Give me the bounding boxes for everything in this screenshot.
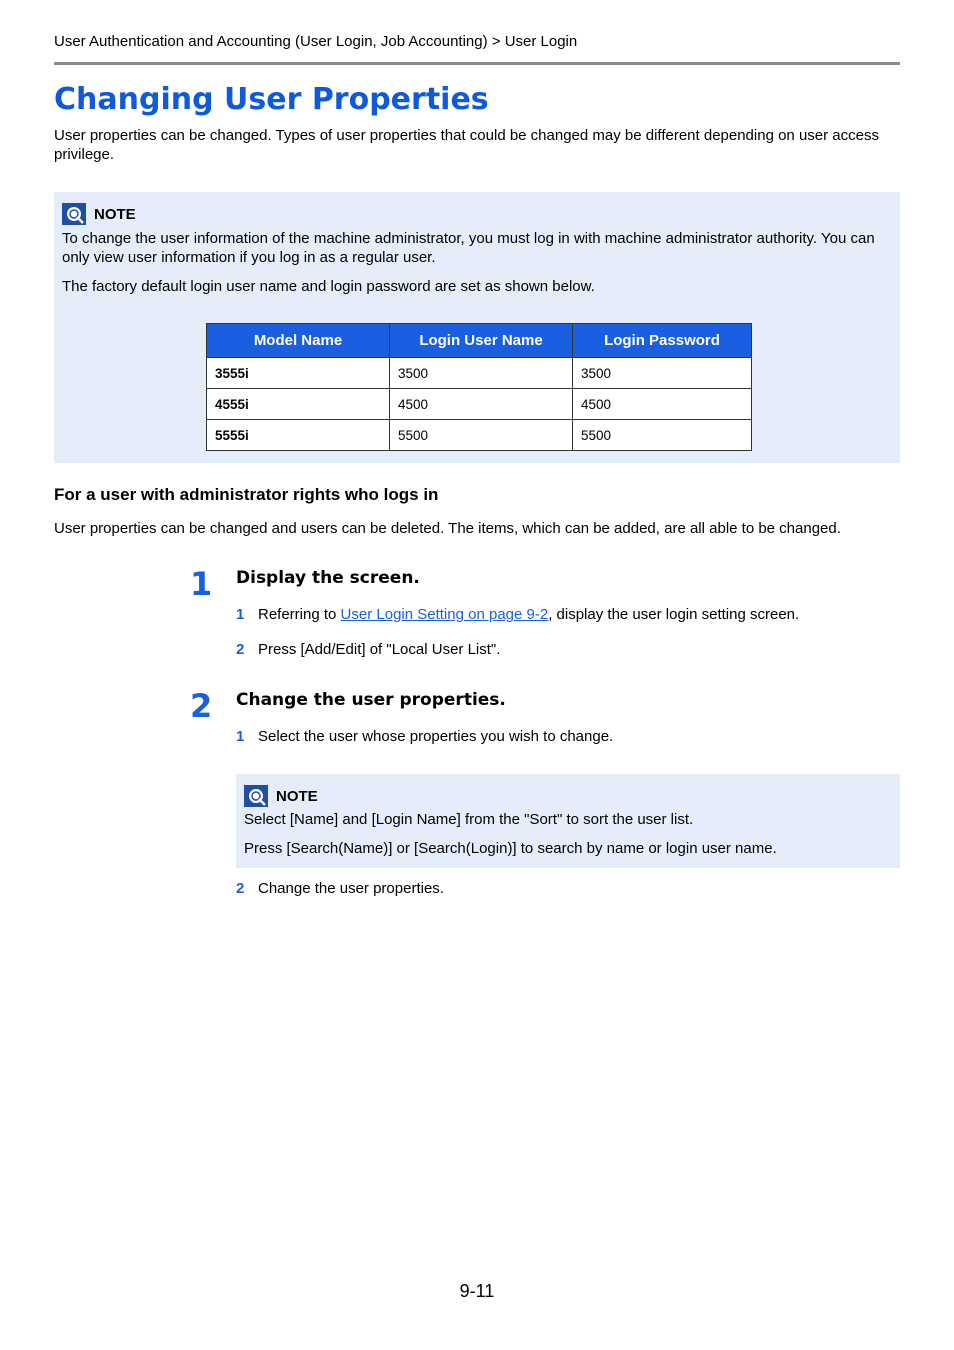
table-cell: 3555i: [207, 358, 390, 389]
sub-step-number: 1: [236, 606, 245, 623]
note-text: The factory default login user name and login password are set as shown below.: [62, 278, 595, 295]
page-title: Changing User Properties: [54, 82, 489, 117]
table-row: [207, 358, 752, 389]
sub-step-number: 2: [236, 880, 245, 897]
sub-step: [236, 727, 613, 746]
column-header: Model Name: [207, 324, 390, 358]
step-number: 2: [190, 687, 213, 725]
table-cell: 3500: [390, 358, 573, 389]
section-text: User properties can be changed and users can be deleted. The items, which can be added, are all able to be changed.: [54, 520, 841, 537]
table-header-row: [207, 324, 752, 358]
table-cell: 5500: [390, 420, 573, 451]
sub-step: [236, 605, 799, 624]
step-title: Display the screen.: [236, 568, 420, 588]
column-header: Login User Name: [390, 324, 573, 358]
user-login-setting-link[interactable]: User Login Setting on page 9-2: [340, 606, 549, 623]
table-row: [207, 420, 752, 451]
sub-step: [236, 640, 500, 659]
sub-step: [236, 879, 444, 898]
breadcrumb: User Authentication and Accounting (User Login, Job Accounting) > User Login: [54, 33, 578, 50]
table-row: [207, 389, 752, 420]
section-heading: For a user with administrator rights who logs in: [54, 485, 439, 504]
sub-step-text-part: , display the user login setting screen.: [548, 606, 800, 623]
intro-text: User properties can be changed. Types of user properties that could be changed may be different depending on user access privilege.: [54, 127, 879, 163]
note-label: NOTE: [94, 205, 136, 223]
sub-step-number: 1: [236, 728, 245, 745]
table-cell: 4500: [573, 389, 752, 420]
note-box: [236, 774, 900, 868]
note-text: Press [Search(Name)] or [Search(Login)] to search by name or login user name.: [244, 840, 777, 857]
note-header: [62, 203, 136, 225]
step-number: 1: [190, 565, 213, 603]
sub-step-text: Change the user properties.: [258, 880, 444, 897]
table-cell: 3500: [573, 358, 752, 389]
sub-step-text-part: Referring to: [258, 606, 341, 623]
table-cell: 4555i: [207, 389, 390, 420]
sub-step-text: Select the user whose properties you wish to change.: [258, 728, 614, 745]
table-cell: 5555i: [207, 420, 390, 451]
note-icon: [62, 203, 86, 225]
table-cell: 5500: [573, 420, 752, 451]
note-header: [244, 785, 318, 807]
note-text: Select [Name] and [Login Name] from the "Sort" to sort the user list.: [244, 811, 694, 828]
note-box: [54, 192, 900, 463]
sub-step-text: [258, 605, 799, 624]
login-defaults-table: [206, 323, 752, 451]
sub-step-text: Press [Add/Edit] of "Local User List".: [258, 641, 501, 658]
step-title: Change the user properties.: [236, 690, 506, 710]
note-icon: [244, 785, 268, 807]
page-number: 9-11: [459, 1281, 495, 1301]
note-label: NOTE: [276, 787, 318, 805]
column-header: Login Password: [573, 324, 752, 358]
sub-step-number: 2: [236, 641, 245, 658]
header-divider: [54, 62, 900, 65]
table-cell: 4500: [390, 389, 573, 420]
note-text: To change the user information of the machine administrator, you must log in with machine administrator authority. You can only view user information if you log in as a regular user.: [62, 230, 875, 266]
